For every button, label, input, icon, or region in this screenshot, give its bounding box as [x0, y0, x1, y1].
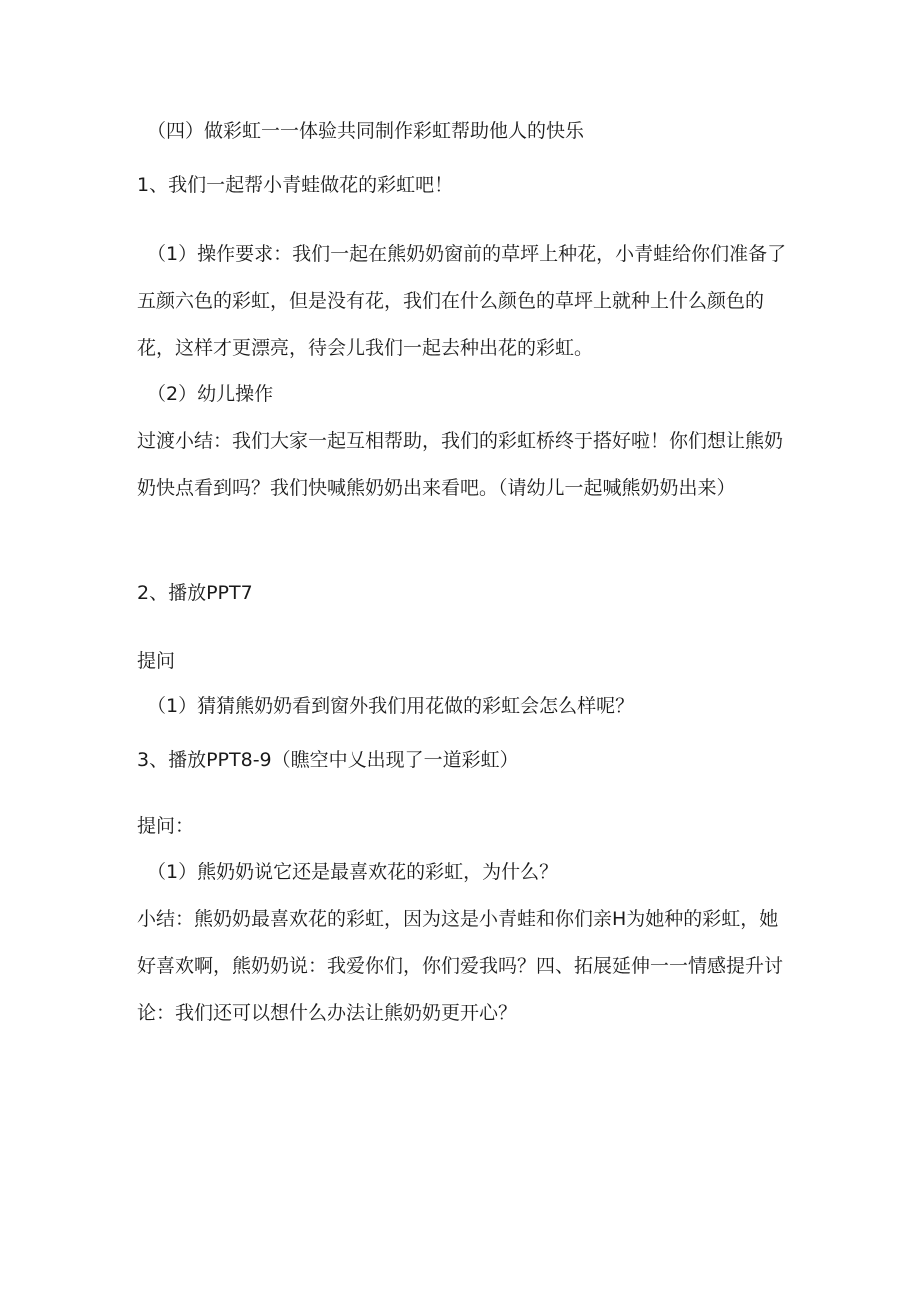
question-label-2: 提问：: [137, 815, 195, 837]
item1-child-operation: （2）幼儿操作: [147, 383, 274, 405]
item3-heading: 3、播放PPT8-9（瞧空中乂出现了一道彩虹）: [137, 749, 519, 771]
transition-summary: 过渡小结：我们大家一起互相帮助，我们的彩虹桥终于搭好啦！你们想让熊奶奶快点看到吗？我们快喊熊奶奶出来看吧。（请幼儿一起喊熊奶奶出来）: [137, 430, 784, 499]
item1-operation-requirements: （1）操作要求：我们一起在熊奶奶窗前的草坪上种花，小青蛙给你们准备了五颜六色的彩虹，但是没有花，我们在什么颜色的草坪上就种上什么颜色的花，这样才更漂亮，待会儿我们一起去种出花的彩虹。: [137, 243, 787, 359]
final-summary: 小结：熊奶奶最喜欢花的彩虹，因为这是小青蛙和你们亲H为她种的彩虹，她好喜欢啊，熊奶奶说：我爱你们，你们爱我吗？四、拓展延伸一一情感提升讨论：我们还可以想什么办法让熊奶奶更开心？: [137, 908, 784, 1024]
item1-heading: 1、我们一起帮小青蛙做花的彩虹吧！: [137, 174, 454, 196]
question-2: （1）熊奶奶说它还是最喜欢花的彩虹，为什么？: [147, 861, 559, 883]
item2-heading: 2、播放PPT7: [137, 582, 253, 604]
section-title: （四）做彩虹一一体验共同制作彩虹帮助他人的快乐: [147, 120, 585, 142]
question-1: （1）猜猜熊奶奶看到窗外我们用花做的彩虹会怎么样呢？: [147, 695, 635, 717]
question-label-1: 提问: [137, 650, 176, 672]
